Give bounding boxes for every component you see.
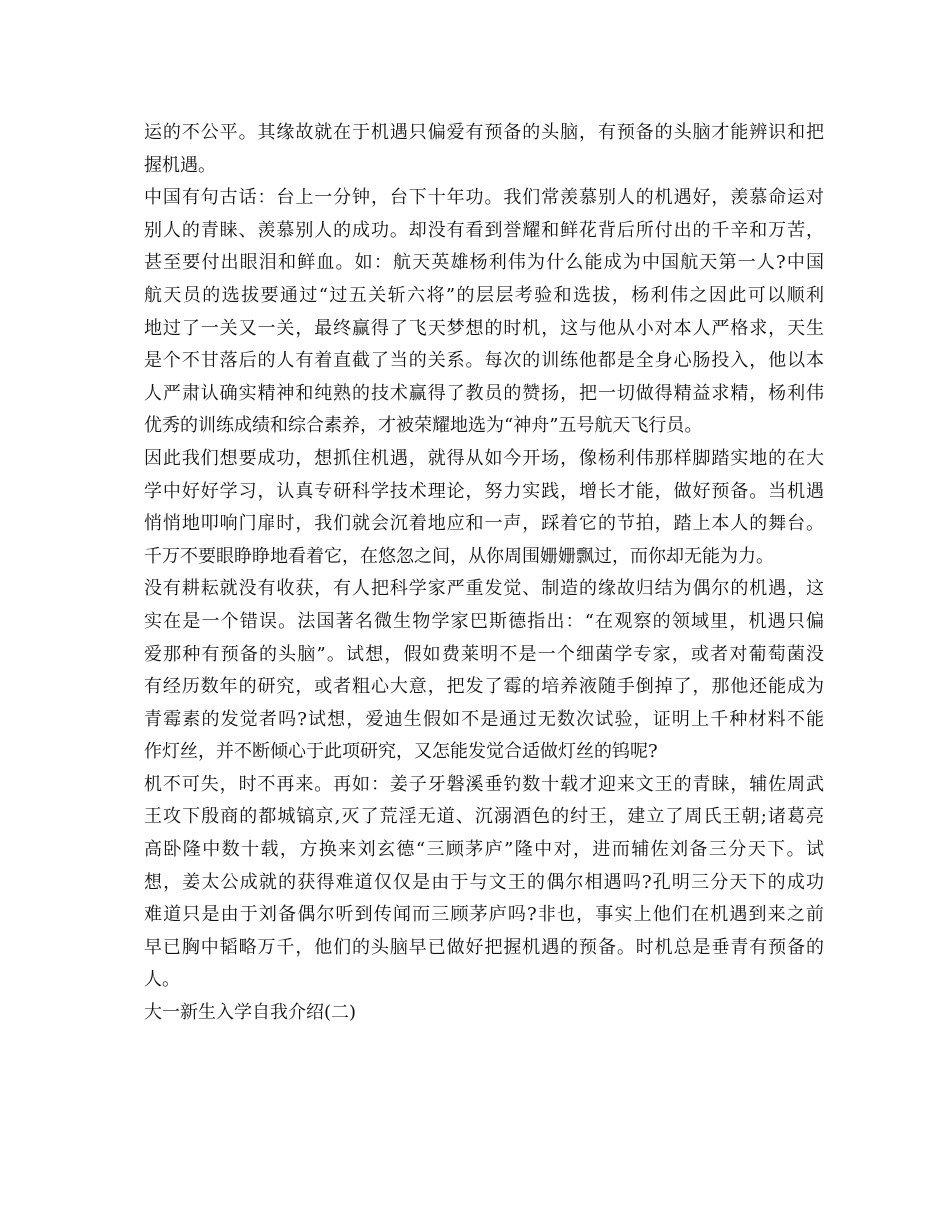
text-line: 握机遇。 xyxy=(144,154,216,176)
text-line: 难道只是由于刘备偶尔听到传闻而三顾茅庐吗?非也，事实上他们在机遇到来之前 xyxy=(144,904,824,926)
text-line: 人严肃认确实精神和纯熟的技术赢得了教员的赞扬，把一切做得精益求精，杨利伟 xyxy=(144,382,824,404)
text-line: 是个不甘落后的人有着直截了当的关系。每次的训练他都是全身心肠投入，他以本 xyxy=(144,350,824,372)
text-line: 早已胸中韬略万千，他们的头脑早已做好把握机遇的预备。时机总是垂青有预备的 xyxy=(144,936,824,958)
text-line: 想，姜太公成就的获得难道仅仅是由于与文王的偶尔相遇吗?孔明三分天下的成功 xyxy=(144,871,824,893)
text-line: 别人的青睐、羡慕别人的成功。却没有看到誉耀和鲜花背后所付出的千辛和万苦， xyxy=(144,219,824,241)
text-line: 中国有句古话：台上一分钟，台下十年功。我们常羡慕别人的机遇好，羡慕命运对 xyxy=(144,187,824,209)
text-line: 高卧隆中数十载，方换来刘玄德“三顾茅庐”隆中对，进而辅佐刘备三分天下。试 xyxy=(144,839,824,861)
text-line: 甚至要付出眼泪和鲜血。如：航天英雄杨利伟为什么能成为中国航天第一人?中国 xyxy=(144,252,824,274)
text-line: 青霉素的发觉者吗?试想，爱迪生假如不是通过无数次试验，证明上千种材料不能 xyxy=(144,708,824,730)
text-line: 千万不要眼睁睁地看着它，在悠忽之间，从你周围姗姗飘过，而你却无能为力。 xyxy=(144,545,774,567)
text-line: 航天员的选拔要通过“过五关斩六将”的层层考验和选拔，杨利伟之因此可以顺利 xyxy=(144,284,824,306)
text-line: 大一新生入学自我介绍(二) xyxy=(144,1002,357,1024)
text-line: 优秀的训练成绩和综合素养，才被荣耀地选为“神舟”五号航天飞行员。 xyxy=(144,415,703,437)
text-line: 学中好好学习，认真专研科学技术理论，努力实践，增长才能，做好预备。当机遇 xyxy=(144,480,824,502)
body-text xyxy=(144,117,824,1030)
text-line: 实在是一个错误。法国著名微生物学家巴斯德指出：“在观察的领域里，机遇只偏 xyxy=(144,610,824,632)
text-line: 有经历数年的研究，或者粗心大意，把发了霉的培养液随手倒掉了，那他还能成为 xyxy=(144,676,824,698)
text-line: 王攻下殷商的都城镐京,灭了荒淫无道、沉溺酒色的纣王，建立了周氏王朝;诸葛亮 xyxy=(144,806,824,828)
text-line: 没有耕耘就没有收获，有人把科学家严重发觉、制造的缘故归结为偶尔的机遇，这 xyxy=(144,578,824,600)
text-line: 机不可失，时不再来。再如：姜子牙磐溪垂钓数十载才迎来文王的青睐，辅佐周武 xyxy=(144,773,824,795)
text-line: 因此我们想要成功，想抓住机遇，就得从如今开场，像杨利伟那样脚踏实地的在大 xyxy=(144,447,824,469)
text-line: 作灯丝，并不断倾心于此项研究，又怎能发觉合适做灯丝的钨呢? xyxy=(144,741,658,763)
text-line: 爱那种有预备的头脑”。试想，假如费莱明不是一个细菌学专家，或者对葡萄菌没 xyxy=(144,643,824,665)
text-line: 人。 xyxy=(144,969,180,991)
text-line: 悄悄地叩响门扉时，我们就会沉着地应和一声，踩着它的节拍，踏上本人的舞台。 xyxy=(144,513,824,535)
text-line: 地过了一关又一关，最终赢得了飞天梦想的时机，这与他从小对本人严格求，天生 xyxy=(144,317,824,339)
text-line: 运的不公平。其缘故就在于机遇只偏爱有预备的头脑，有预备的头脑才能辨识和把 xyxy=(144,122,824,143)
